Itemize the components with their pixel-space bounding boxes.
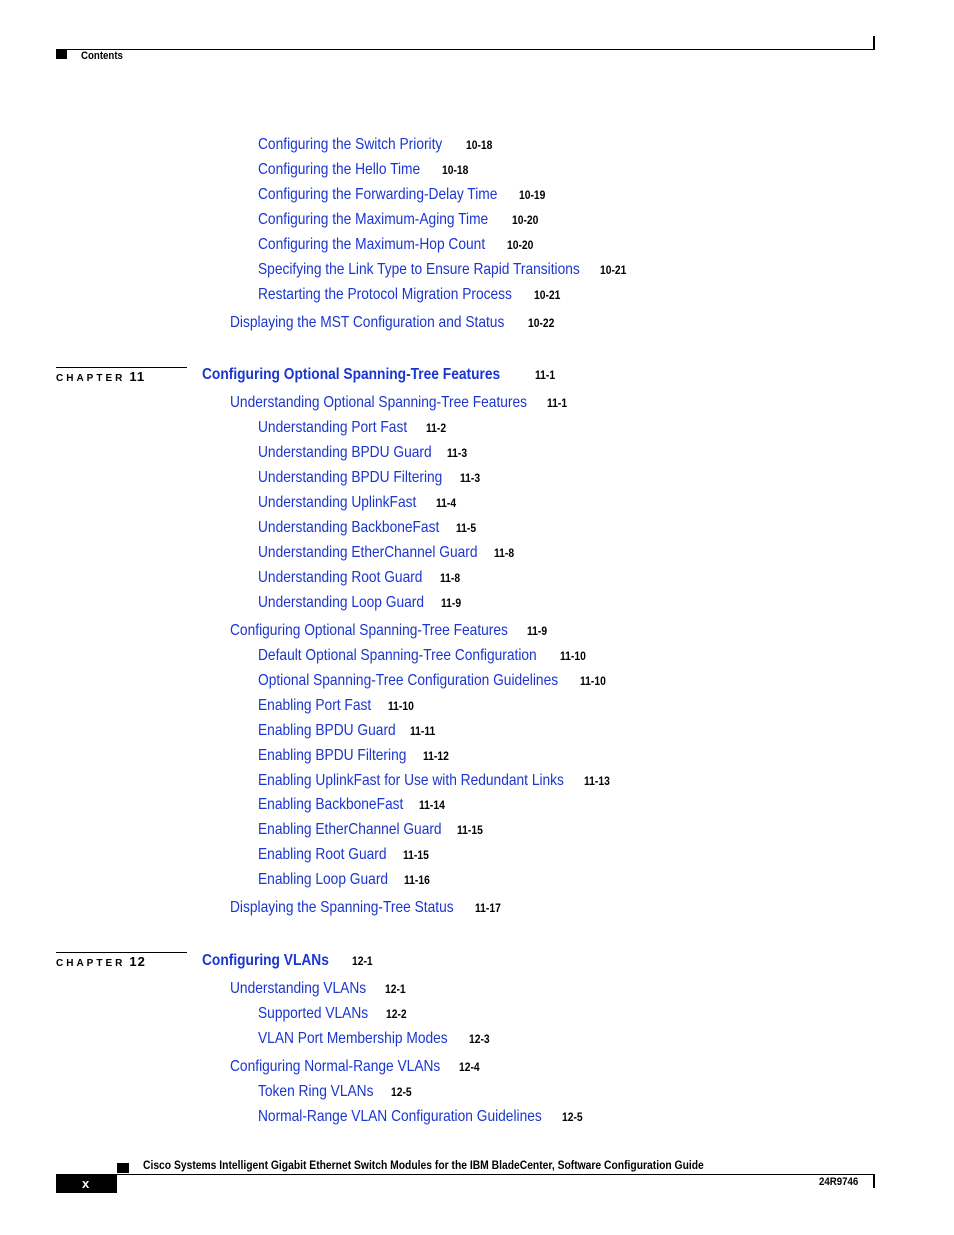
toc-link[interactable]: Understanding UplinkFast	[258, 494, 417, 511]
toc-entry[interactable]	[258, 1107, 588, 1127]
header-rule	[56, 49, 874, 50]
toc-page-number: 11-17	[475, 901, 501, 915]
toc-entry[interactable]	[258, 1082, 412, 1102]
toc-link[interactable]: Configuring the Maximum-Hop Count	[258, 236, 486, 253]
toc-page-number: 11-11	[410, 724, 436, 738]
chapter-number: 11	[129, 369, 146, 384]
toc-link[interactable]: Enabling BackboneFast	[258, 796, 404, 813]
toc-link[interactable]: Understanding Root Guard	[258, 569, 423, 586]
toc-page-number: 10-20	[507, 238, 534, 252]
toc-link[interactable]: Understanding BPDU Filtering	[258, 469, 443, 486]
footer-tick	[873, 1174, 875, 1188]
toc-chapter-entry[interactable]	[202, 951, 373, 971]
toc-entry[interactable]	[258, 568, 461, 588]
toc-page-number: 11-10	[560, 649, 586, 663]
toc-page-number: 10-21	[534, 288, 561, 302]
toc-page-number: 11-14	[419, 798, 445, 812]
toc-page-number: 11-5	[456, 521, 477, 535]
toc-page-number: 11-4	[436, 496, 457, 510]
chapter-11-label	[56, 371, 145, 385]
toc-link[interactable]: Enabling Loop Guard	[258, 871, 389, 888]
footer-book-title: Cisco Systems Intelligent Gigabit Ethernet Switch Modules for the IBM BladeCenter, Software Configuration Guide	[143, 1158, 704, 1172]
toc-entry[interactable]	[258, 795, 445, 815]
toc-entry[interactable]	[258, 845, 429, 865]
toc-entry[interactable]	[230, 1057, 480, 1077]
toc-page-number: 11-10	[388, 699, 414, 713]
toc-page-number: 11-2	[426, 421, 447, 435]
toc-link[interactable]: Restarting the Protocol Migration Process	[258, 286, 512, 303]
toc-entry[interactable]	[258, 870, 430, 890]
toc-entry[interactable]	[258, 210, 539, 230]
toc-link[interactable]: Understanding BPDU Guard	[258, 444, 432, 461]
toc-entry[interactable]	[258, 160, 469, 180]
toc-page-number: 12-4	[459, 1060, 480, 1074]
toc-page-number: 11-1	[547, 396, 568, 410]
toc-link[interactable]: Supported VLANs	[258, 1005, 369, 1022]
toc-link[interactable]: Configuring VLANs	[202, 952, 329, 969]
toc-page-number: 11-8	[440, 571, 461, 585]
toc-link[interactable]: Understanding BackboneFast	[258, 519, 440, 536]
toc-entry[interactable]	[258, 493, 457, 513]
toc-link[interactable]: Default Optional Spanning-Tree Configuration	[258, 647, 537, 664]
toc-entry[interactable]	[258, 696, 414, 716]
toc-link[interactable]: Enabling Port Fast	[258, 697, 372, 714]
toc-link[interactable]: Configuring the Forwarding-Delay Time	[258, 186, 498, 203]
toc-entry[interactable]	[258, 418, 447, 438]
toc-page-number: 12-2	[386, 1007, 407, 1021]
toc-page-number: 10-21	[600, 263, 627, 277]
header-label: Contents	[81, 50, 123, 62]
header-marker	[56, 50, 67, 59]
toc-page-number: 10-20	[512, 213, 539, 227]
toc-page-number: 12-1	[352, 954, 373, 968]
toc-link[interactable]: Optional Spanning-Tree Configuration Guidelines	[258, 672, 559, 689]
toc-page-number: 11-16	[404, 873, 430, 887]
toc-entry[interactable]	[230, 621, 553, 641]
toc-page-number: 12-3	[469, 1032, 490, 1046]
toc-page-number: 10-22	[528, 316, 555, 330]
toc-link[interactable]: Configuring the Maximum-Aging Time	[258, 211, 489, 228]
toc-link[interactable]: Enabling UplinkFast for Use with Redundant Links	[258, 772, 564, 789]
toc-entry[interactable]	[258, 260, 632, 280]
chapter-12-label	[56, 956, 146, 970]
footer-doc-number: 24R9746	[819, 1176, 859, 1188]
toc-page-number: 11-1	[535, 368, 556, 382]
toc-page-number: 12-5	[562, 1110, 583, 1124]
toc-entry[interactable]	[258, 468, 481, 488]
toc-link[interactable]: Configuring the Hello Time	[258, 161, 421, 178]
toc-link[interactable]: Displaying the MST Configuration and Status	[230, 314, 505, 331]
toc-page-number: 10-18	[442, 163, 469, 177]
toc-link[interactable]: Normal-Range VLAN Configuration Guidelines	[258, 1108, 542, 1125]
toc-link[interactable]: Understanding Port Fast	[258, 419, 408, 436]
toc-link[interactable]: Enabling BPDU Guard	[258, 722, 396, 739]
footer-page-number: x	[82, 1176, 90, 1191]
toc-page-number: 11-13	[584, 774, 610, 788]
toc-chapter-entry[interactable]	[202, 365, 556, 385]
chapter-number: 12	[129, 954, 146, 969]
toc-entry[interactable]	[230, 393, 575, 413]
toc-page-number: 10-19	[519, 188, 546, 202]
toc-entry[interactable]	[258, 721, 436, 741]
toc-link[interactable]: Enabling EtherChannel Guard	[258, 821, 442, 838]
toc-link[interactable]: Understanding Optional Spanning-Tree Features	[230, 394, 528, 411]
footer-rule	[56, 1174, 874, 1175]
toc-entry[interactable]	[230, 979, 406, 999]
toc-entry[interactable]	[258, 543, 513, 563]
toc-entry[interactable]	[230, 898, 501, 918]
toc-link[interactable]: Configuring Normal-Range VLANs	[230, 1058, 441, 1075]
toc-entry[interactable]	[258, 646, 586, 666]
toc-entry[interactable]	[258, 771, 614, 791]
toc-entry[interactable]	[258, 443, 468, 463]
toc-link[interactable]: Displaying the Spanning-Tree Status	[230, 899, 454, 916]
toc-page-number: 11-12	[423, 749, 449, 763]
toc-entry[interactable]	[258, 518, 477, 538]
toc-entry[interactable]	[258, 185, 546, 205]
toc-page-number: 10-18	[466, 138, 493, 152]
footer-marker	[117, 1163, 129, 1173]
toc-entry[interactable]	[230, 313, 555, 333]
toc-link[interactable]: Enabling BPDU Filtering	[258, 747, 407, 764]
toc-page-number: 12-1	[385, 982, 406, 996]
toc-entry[interactable]	[258, 135, 493, 155]
toc-entry[interactable]	[258, 746, 449, 766]
toc-entry[interactable]	[258, 235, 534, 255]
toc-link[interactable]: Understanding VLANs	[230, 980, 367, 997]
toc-link[interactable]: Configuring Optional Spanning-Tree Features	[202, 366, 501, 383]
header-tick	[873, 36, 875, 50]
toc-entry[interactable]	[258, 593, 462, 613]
toc-entry[interactable]	[258, 1029, 490, 1049]
toc-link[interactable]: VLAN Port Membership Modes	[258, 1030, 448, 1047]
toc-page-number: 11-15	[403, 848, 429, 862]
chapter-word: CHAPTER	[56, 373, 126, 384]
toc-page-number: 11-10	[580, 674, 606, 688]
toc-link[interactable]: Configuring the Switch Priority	[258, 136, 443, 153]
toc-entry[interactable]	[258, 820, 483, 840]
chapter-12-rule	[56, 952, 187, 953]
chapter-11-rule	[56, 367, 187, 368]
toc-page-number: 12-5	[391, 1085, 412, 1099]
toc-entry[interactable]	[258, 1004, 407, 1024]
toc-entry[interactable]	[258, 671, 607, 691]
toc-page-number: 11-8	[494, 546, 515, 560]
toc-link[interactable]: Enabling Root Guard	[258, 846, 387, 863]
toc-page-number: 11-9	[441, 596, 462, 610]
toc-link[interactable]: Token Ring VLANs	[258, 1083, 374, 1100]
toc-link[interactable]: Understanding EtherChannel Guard	[258, 544, 478, 561]
toc-entry[interactable]	[258, 285, 561, 305]
toc-page-number: 11-15	[457, 823, 483, 837]
toc-link[interactable]: Understanding Loop Guard	[258, 594, 425, 611]
toc-link[interactable]: Configuring Optional Spanning-Tree Features	[230, 622, 508, 639]
toc-page-number: 11-9	[527, 624, 548, 638]
toc-page-number: 11-3	[460, 471, 481, 485]
toc-page-number: 11-3	[447, 446, 468, 460]
toc-link[interactable]: Specifying the Link Type to Ensure Rapid Transitions	[258, 261, 580, 278]
chapter-word: CHAPTER	[56, 958, 126, 969]
